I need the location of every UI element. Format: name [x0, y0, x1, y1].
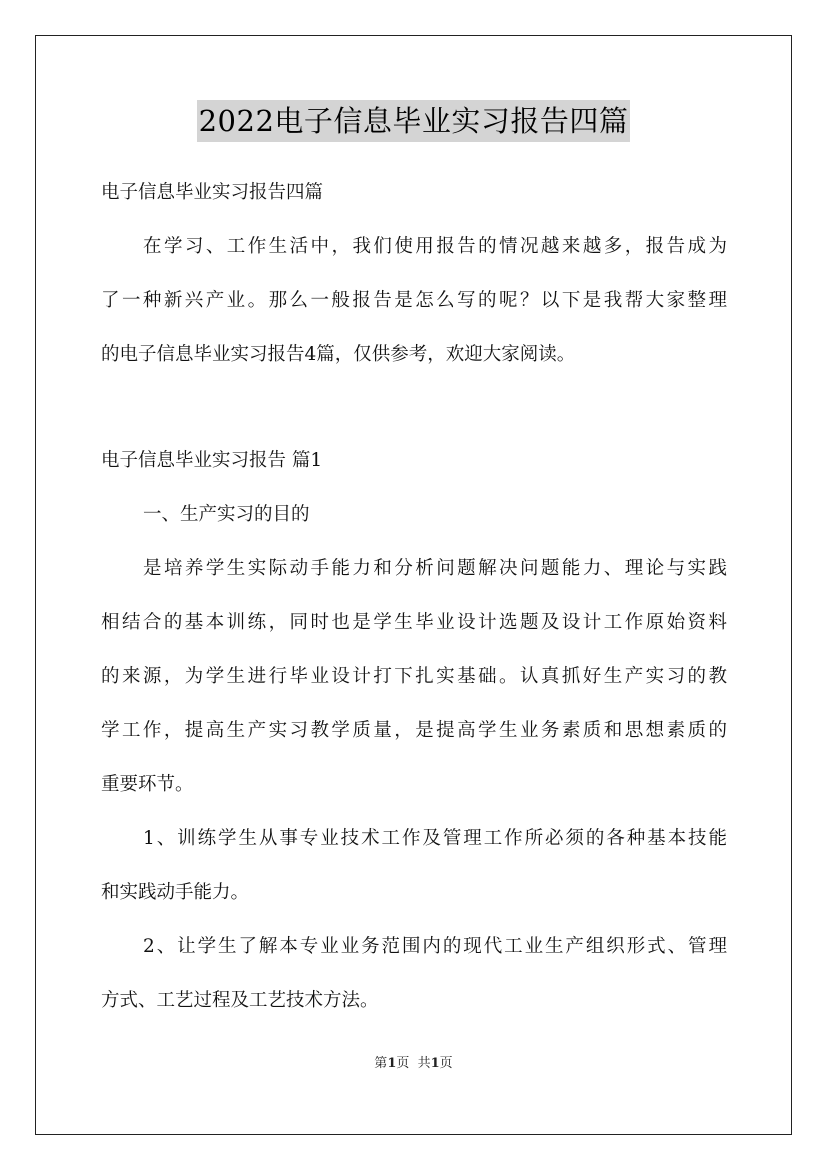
- item1-line-1: 1、训练学生从事专业技术工作及管理工作所必须的各种基本技能: [143, 828, 727, 849]
- paragraph1-line-5: 重要环节。: [101, 774, 194, 795]
- document-title: 2022电子信息毕业实习报告四篇: [197, 100, 631, 142]
- page-prefix: 第: [374, 1056, 388, 1071]
- section-heading: 电子信息毕业实习报告 篇1: [101, 450, 323, 471]
- page-suffix: 页: [439, 1056, 453, 1071]
- intro-line-1: 在学习、工作生活中，我们使用报告的情况越来越多，报告成为: [143, 236, 727, 257]
- page-footer: [0, 1052, 827, 1071]
- paragraph1-line-1: 是培养学生实际动手能力和分析问题解决问题能力、理论与实践: [143, 558, 727, 579]
- item2-line-2: 方式、工艺过程及工艺技术方法。: [101, 990, 379, 1011]
- page-current: 1: [387, 1056, 397, 1071]
- item2-line-1: 2、让学生了解本专业业务范围内的现代工业生产组织形式、管理: [143, 936, 727, 957]
- document-body: [101, 170, 727, 1032]
- intro-line-2: 了一种新兴产业。那么一般报告是怎么写的呢？以下是我帮大家整理: [101, 290, 727, 311]
- intro-line-3: 的电子信息毕业实习报告4篇，仅供参考，欢迎大家阅读。: [101, 344, 576, 365]
- subtitle: 电子信息毕业实习报告四篇: [101, 182, 324, 203]
- title-container: [0, 100, 827, 142]
- item1-line-2: 和实践动手能力。: [101, 882, 250, 903]
- paragraph1-line-2: 相结合的基本训练，同时也是学生毕业设计选题及设计工作原始资料: [101, 612, 727, 633]
- paragraph1-line-4: 学工作，提高生产实习教学质量，是提高学生业务素质和思想素质的: [101, 720, 727, 741]
- paragraph1-line-3: 的来源，为学生进行毕业设计打下扎实基础。认真抓好生产实习的教: [101, 666, 727, 687]
- page-total: 1: [430, 1056, 440, 1071]
- part-heading: 一、生产实习的目的: [143, 504, 310, 525]
- page-mid: 页 共: [396, 1056, 431, 1071]
- section-gap: [101, 386, 727, 438]
